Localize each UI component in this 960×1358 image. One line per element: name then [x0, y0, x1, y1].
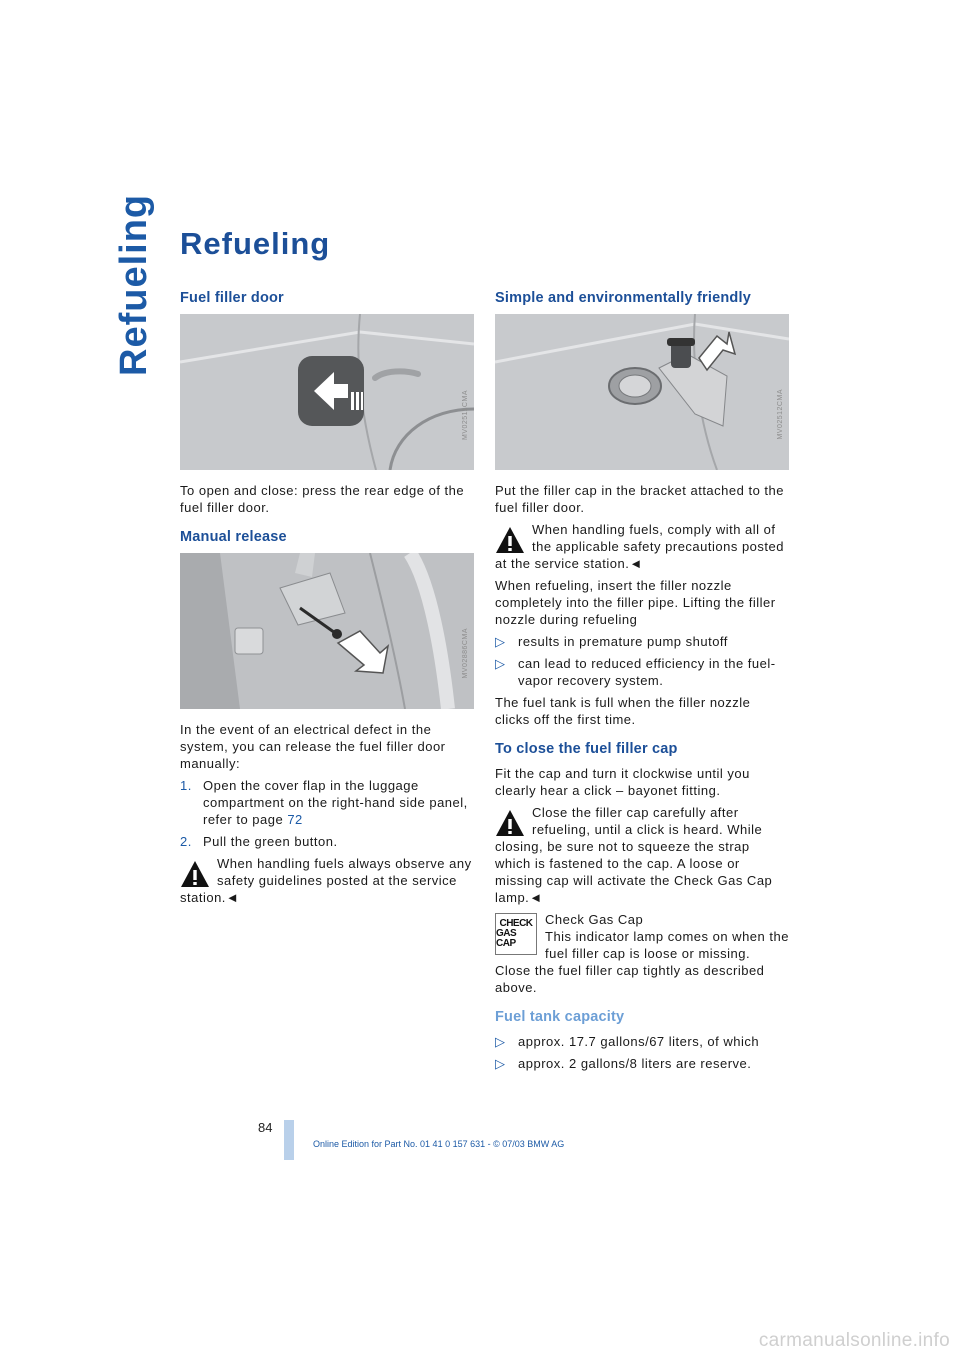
- page-number-bar: [284, 1120, 294, 1160]
- close-cap-heading: To close the fuel filler cap: [495, 741, 678, 757]
- figure-code: MV02512CMA: [777, 389, 784, 440]
- close-cap-text: Fit the cap and turn it clockwise until you clearly hear a click – bayonet fitting.: [495, 766, 750, 798]
- filler-door-text: To open and close: press the rear edge of the fuel filler door.: [180, 483, 465, 515]
- car-side-illustration: [180, 314, 474, 470]
- warning-note: When handling fuels, comply with all of the applicable safety precautions posted at the service station.◄: [495, 522, 784, 571]
- figure-code: MV02886CMA: [462, 628, 469, 679]
- right-column: [495, 290, 789, 1077]
- warning-note: Close the filler cap carefully after refueling, until a click is heard. While closing, be sure not to squeeze the strap which is fastened to the cap. A loose or missing cap will activate the Check Gas Cap lamp.◄: [495, 805, 773, 905]
- step-item: 1. Open the cover flap in the luggage compartment on the right-hand side panel, refer to page 72: [180, 778, 468, 827]
- check-gas-cap-icon: CHECK GAS CAP: [495, 913, 537, 955]
- warning-note: When handling fuels always observe any safety guidelines posted at the service station.◄: [180, 856, 472, 905]
- page-title: Refueling: [180, 226, 331, 261]
- bullet-item: ▷ can lead to reduced efficiency in the fuel-vapor recovery system.: [495, 656, 776, 688]
- bullet-item: ▷ approx. 17.7 gallons/67 liters, of which: [495, 1034, 760, 1049]
- bullet-item: ▷ results in premature pump shutoff: [495, 634, 728, 649]
- filler-cap-figure: [495, 314, 789, 470]
- warning-icon: [495, 809, 525, 837]
- capacity-heading: Fuel tank capacity: [495, 1009, 625, 1025]
- left-column: [180, 290, 474, 911]
- filler-door-figure: [180, 314, 474, 470]
- page-number: 84: [258, 1120, 273, 1135]
- watermark: carmanualsonline.info: [758, 1330, 950, 1351]
- figure-code: MV02511CMA: [462, 389, 469, 440]
- page-link[interactable]: 72: [287, 812, 303, 827]
- indicator-lamp-note: CHECK GAS CAP Check Gas Cap This indicator lamp comes on when the fuel filler cap is loose or missing. Close the fuel filler cap tightly as described above.: [495, 912, 789, 995]
- simple-heading: Simple and environmentally friendly: [495, 290, 751, 306]
- bullet-item: ▷ approx. 2 gallons/8 liters are reserve.: [495, 1056, 752, 1071]
- manual-release-figure: [180, 553, 474, 709]
- warning-icon: [495, 526, 525, 554]
- filler-door-heading: Fuel filler door: [180, 290, 284, 306]
- manual-release-heading: Manual release: [180, 529, 287, 545]
- warning-icon: [180, 860, 210, 888]
- tank-full-text: The fuel tank is full when the filler nozzle clicks off the first time.: [495, 695, 751, 727]
- side-section-title: Refueling: [113, 193, 155, 376]
- filler-cap-illustration: [495, 314, 789, 470]
- simple-text: Put the filler cap in the bracket attached to the fuel filler door.: [495, 483, 784, 515]
- luggage-panel-illustration: [180, 553, 474, 709]
- manual-release-intro: In the event of an electrical defect in the system, you can release the fuel filler door manually:: [180, 722, 446, 771]
- refuel-text: When refueling, insert the filler nozzle completely into the filler pipe. Lifting the filler nozzle during refueling: [495, 578, 776, 627]
- footer-edition-note: Online Edition for Part No. 01 41 0 157 631 - © 07/03 BMW AG: [313, 1139, 565, 1149]
- step-item: 2. Pull the green button.: [180, 834, 338, 849]
